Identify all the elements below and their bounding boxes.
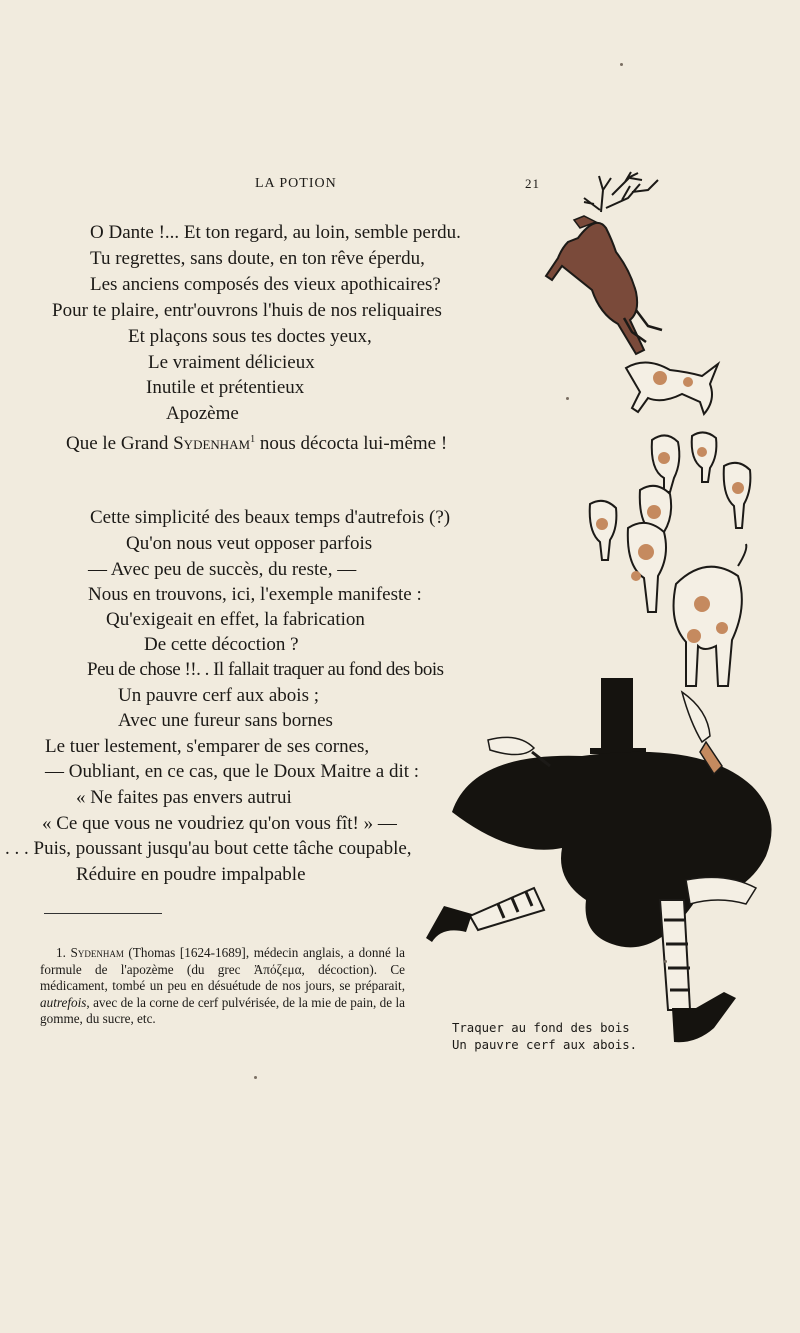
paper-speck <box>254 1076 257 1079</box>
stag-figure <box>546 172 662 354</box>
poem-line: « Ne faites pas envers autrui <box>76 787 292 808</box>
page-number: 21 <box>525 176 540 191</box>
hunter-figure <box>426 678 772 1042</box>
footnote-text: (Thomas [1624-1689], médecin anglais, a donné la formule de l'apozème (du grec <box>40 945 405 977</box>
poem-line: Et plaçons sous tes doctes yeux, <box>128 326 372 347</box>
caption-line: Un pauvre cerf aux abois. <box>452 1038 638 1052</box>
paper-speck <box>566 397 569 400</box>
poem-line: — Avec peu de succès, du reste, — <box>88 559 357 580</box>
hounds-figure <box>590 362 751 686</box>
poem-line: Réduire en poudre impalpable <box>76 864 306 885</box>
author-name: Sydenham <box>173 433 251 454</box>
poem-line: Apozème <box>166 403 239 424</box>
footnote-text: , avec de la corne de cerf pulvérisée, de la mie de pain, de la gomme, du sucre, etc. <box>40 994 405 1026</box>
poem-line: Pour te plaire, entr'ouvrons l'huis de nos reliquaires <box>52 300 442 321</box>
poem-line: Peu de chose !!. . Il fallait traquer au fond des bois <box>87 659 444 680</box>
footnote-italic: autrefois <box>40 994 87 1010</box>
greek-word: Ἀπόζεμα <box>253 961 302 977</box>
poem-line: Qu'exigeait en effet, la fabrication <box>106 609 365 630</box>
poem-line: Cette simplicité des beaux temps d'autrefois (?) <box>90 507 451 528</box>
line-text: nous décocta lui-même ! <box>255 433 448 454</box>
poem-line: Avec une fureur sans bornes <box>118 710 333 731</box>
paper-speck <box>664 960 667 963</box>
poem-line: Les anciens composés des vieux apothicaires? <box>90 274 441 295</box>
footnote <box>40 945 405 1028</box>
poem-line: — Oubliant, en ce cas, que le Doux Maitre a dit : <box>45 761 420 782</box>
running-title: LA POTION <box>255 176 337 191</box>
poem-line: Qu'on nous veut opposer parfois <box>126 533 373 554</box>
poem-line: De cette décoction ? <box>144 634 299 655</box>
poem-line: Le vraiment délicieux <box>148 352 315 373</box>
line-text: Que le Grand <box>66 433 174 454</box>
footnote-author: Sydenham <box>70 945 124 960</box>
footnote-rule <box>44 913 162 914</box>
poem-line: « Ce que vous ne voudriez qu'on vous fît! » — <box>42 813 397 834</box>
poem-line: Le tuer lestement, s'emparer de ses cornes, <box>45 736 370 757</box>
footnote-text: , décoction). Ce médicament, tombé un peu en désuétude de nos jours, se préparait, <box>40 961 405 993</box>
paper-speck <box>620 63 623 66</box>
poem-line: Inutile et prétentieux <box>146 377 305 398</box>
poem-line: Nous en trouvons, ici, l'exemple manifeste : <box>88 584 422 605</box>
footnote-ref: 1 <box>250 434 256 445</box>
poem-line: Tu regrettes, sans doute, en ton rêve éperdu, <box>90 248 425 269</box>
caption-line: Traquer au fond des bois <box>452 1021 630 1035</box>
poem-line: . . . Puis, poussant jusqu'au bout cette tâche coupable, <box>5 838 412 859</box>
poem-line: Un pauvre cerf aux abois ; <box>118 685 320 706</box>
poem-line: O Dante !... Et ton regard, au loin, semble perdu. <box>90 222 461 243</box>
hunt-illustration <box>410 165 800 1060</box>
poem-line <box>66 427 447 457</box>
footnote-number: 1. <box>56 945 66 960</box>
